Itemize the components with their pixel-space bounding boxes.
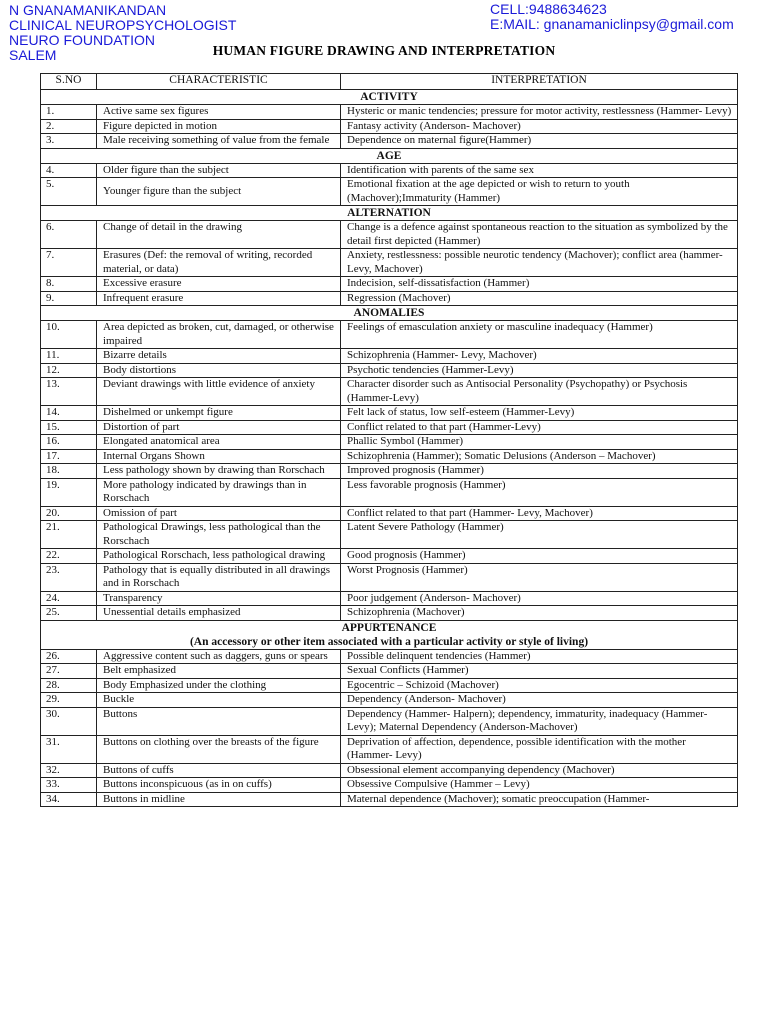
row-characteristic: Buckle — [97, 693, 341, 708]
table-row — [41, 478, 738, 506]
row-interpretation: Worst Prognosis (Hammer) — [341, 563, 738, 591]
table-body — [41, 90, 738, 807]
row-number: 15. — [41, 420, 97, 435]
row-number: 33. — [41, 778, 97, 793]
document-title: HUMAN FIGURE DRAWING AND INTERPRETATION — [212, 43, 556, 58]
row-number: 9. — [41, 291, 97, 306]
section-title-text: ANOMALIES — [353, 307, 425, 319]
table-row — [41, 664, 738, 679]
row-characteristic: Male receiving something of value from the female — [97, 134, 341, 149]
row-number: 23. — [41, 563, 97, 591]
table-row — [41, 178, 738, 206]
row-number: 32. — [41, 763, 97, 778]
row-characteristic: Less pathology shown by drawing than Rorschach — [97, 464, 341, 479]
table-header-row — [41, 74, 738, 90]
row-characteristic: Body distortions — [97, 363, 341, 378]
table-row — [41, 105, 738, 120]
row-number: 11. — [41, 349, 97, 364]
row-interpretation: Obsessional element accompanying dependency (Machover) — [341, 763, 738, 778]
row-characteristic: Omission of part — [97, 506, 341, 521]
table-row — [41, 449, 738, 464]
section-title-text: APPURTENANCE — [341, 621, 437, 634]
section-row — [41, 90, 738, 105]
section-title — [41, 148, 738, 163]
row-interpretation: Psychotic tendencies (Hammer-Levy) — [341, 363, 738, 378]
row-interpretation: Feelings of emasculation anxiety or masculine inadequacy (Hammer) — [341, 321, 738, 349]
table-row — [41, 693, 738, 708]
table-row — [41, 406, 738, 421]
row-characteristic: Elongated anatomical area — [97, 435, 341, 450]
row-interpretation: Poor judgement (Anderson- Machover) — [341, 591, 738, 606]
table-row — [41, 763, 738, 778]
row-interpretation: Improved prognosis (Hammer) — [341, 464, 738, 479]
row-interpretation: Schizophrenia (Hammer); Somatic Delusions (Anderson – Machover) — [341, 449, 738, 464]
row-interpretation: Dependency (Hammer- Halpern); dependency, immaturity, inadequacy (Hammer- Levy); Maternal Dependency (Anderson-Machover) — [341, 707, 738, 735]
row-interpretation: Dependency (Anderson- Machover) — [341, 693, 738, 708]
row-interpretation: Change is a defence against spontaneous reaction to the situation as symbolized by the detail first depicted (Hammer) — [341, 221, 738, 249]
table-row — [41, 506, 738, 521]
table-row — [41, 707, 738, 735]
row-number: 26. — [41, 649, 97, 664]
row-interpretation: Egocentric – Schizoid (Machover) — [341, 678, 738, 693]
row-interpretation: Conflict related to that part (Hammer-Levy) — [341, 420, 738, 435]
row-number: 24. — [41, 591, 97, 606]
table-row — [41, 606, 738, 621]
author-name: N GNANAMANIKANDAN — [9, 2, 167, 18]
table-row — [41, 349, 738, 364]
row-number: 14. — [41, 406, 97, 421]
row-interpretation: Hysteric or manic tendencies; pressure for motor activity, restlessness (Hammer- Levy) — [341, 105, 738, 120]
row-characteristic: Transparency — [97, 591, 341, 606]
row-characteristic: Active same sex figures — [97, 105, 341, 120]
section-row — [41, 148, 738, 163]
row-interpretation: Dependence on maternal figure(Hammer) — [341, 134, 738, 149]
row-characteristic: Aggressive content such as daggers, guns or spears — [97, 649, 341, 664]
header-characteristic: CHARACTERISTIC — [97, 74, 341, 90]
row-interpretation: Identification with parents of the same sex — [341, 163, 738, 178]
section-row — [41, 206, 738, 221]
row-characteristic: Buttons — [97, 707, 341, 735]
row-characteristic: Deviant drawings with little evidence of anxiety — [97, 378, 341, 406]
section-title-text: ALTERNATION — [347, 207, 431, 219]
interpretation-table-container — [40, 73, 737, 807]
section-row — [41, 306, 738, 321]
row-characteristic: Distortion of part — [97, 420, 341, 435]
row-characteristic: Buttons on clothing over the breasts of the figure — [97, 735, 341, 763]
section-subtitle: (An accessory or other item associated with a particular activity or style of living) — [189, 635, 589, 648]
row-number: 2. — [41, 119, 97, 134]
row-characteristic: Pathological Rorschach, less pathological drawing — [97, 549, 341, 564]
row-characteristic: Internal Organs Shown — [97, 449, 341, 464]
row-characteristic: Pathological Drawings, less pathological than the Rorschach — [97, 521, 341, 549]
section-title — [41, 90, 738, 105]
table-row — [41, 221, 738, 249]
row-characteristic: Pathology that is equally distributed in all drawings and in Rorschach — [97, 563, 341, 591]
row-characteristic: Figure depicted in motion — [97, 119, 341, 134]
table-row — [41, 249, 738, 277]
row-number: 17. — [41, 449, 97, 464]
row-number: 31. — [41, 735, 97, 763]
row-characteristic: Belt emphasized — [97, 664, 341, 679]
table-row — [41, 163, 738, 178]
row-number: 25. — [41, 606, 97, 621]
table-row — [41, 521, 738, 549]
table-row — [41, 363, 738, 378]
row-interpretation: Felt lack of status, low self-esteem (Hammer-Levy) — [341, 406, 738, 421]
row-interpretation: Emotional fixation at the age depicted or wish to return to youth (Machover);Immaturity (Hammer) — [341, 178, 738, 206]
row-interpretation: Sexual Conflicts (Hammer) — [341, 664, 738, 679]
row-number: 27. — [41, 664, 97, 679]
row-interpretation: Good prognosis (Hammer) — [341, 549, 738, 564]
row-interpretation: Phallic Symbol (Hammer) — [341, 435, 738, 450]
row-interpretation: Maternal dependence (Machover); somatic preoccupation (Hammer- — [341, 792, 738, 807]
table-row — [41, 277, 738, 292]
row-characteristic: Buttons in midline — [97, 792, 341, 807]
row-number: 5. — [41, 178, 97, 206]
row-characteristic: Change of detail in the drawing — [97, 221, 341, 249]
section-title — [41, 206, 738, 221]
table-row — [41, 420, 738, 435]
header-interpretation: INTERPRETATION — [341, 74, 738, 90]
row-characteristic: Excessive erasure — [97, 277, 341, 292]
table-row — [41, 119, 738, 134]
row-characteristic: Erasures (Def: the removal of writing, recorded material, or data) — [97, 249, 341, 277]
row-characteristic: Area depicted as broken, cut, damaged, or otherwise impaired — [97, 321, 341, 349]
interpretation-table — [40, 73, 738, 807]
table-row — [41, 792, 738, 807]
row-interpretation: Schizophrenia (Machover) — [341, 606, 738, 621]
row-number: 1. — [41, 105, 97, 120]
row-number: 3. — [41, 134, 97, 149]
row-number: 29. — [41, 693, 97, 708]
row-interpretation: Obsessive Compulsive (Hammer – Levy) — [341, 778, 738, 793]
row-interpretation: Regression (Machover) — [341, 291, 738, 306]
row-number: 21. — [41, 521, 97, 549]
row-characteristic: Buttons of cuffs — [97, 763, 341, 778]
table-row — [41, 678, 738, 693]
row-number: 34. — [41, 792, 97, 807]
table-row — [41, 291, 738, 306]
row-interpretation: Conflict related to that part (Hammer- Levy, Machover) — [341, 506, 738, 521]
contact-email: E:MAIL: gnanamaniclinpsy@gmail.com — [490, 16, 734, 32]
table-row — [41, 134, 738, 149]
author-city: SALEM — [9, 47, 57, 63]
row-interpretation: Deprivation of affection, dependence, possible identification with the mother (Hammer- Levy) — [341, 735, 738, 763]
table-row — [41, 321, 738, 349]
table-row — [41, 378, 738, 406]
row-number: 4. — [41, 163, 97, 178]
row-interpretation: Character disorder such as Antisocial Personality (Psychopathy) or Psychosis (Hammer-Levy) — [341, 378, 738, 406]
section-title — [41, 620, 738, 649]
row-characteristic: Buttons inconspicuous (as in on cuffs) — [97, 778, 341, 793]
row-interpretation: Possible delinquent tendencies (Hammer) — [341, 649, 738, 664]
table-row — [41, 549, 738, 564]
contact-block — [490, 2, 734, 32]
section-row — [41, 620, 738, 649]
header-sno: S.NO — [41, 74, 97, 90]
table-row — [41, 591, 738, 606]
table-row — [41, 735, 738, 763]
row-number: 6. — [41, 221, 97, 249]
row-characteristic: Younger figure than the subject — [97, 178, 341, 206]
section-title — [41, 306, 738, 321]
row-interpretation: Less favorable prognosis (Hammer) — [341, 478, 738, 506]
row-characteristic: Unessential details emphasized — [97, 606, 341, 621]
row-number: 12. — [41, 363, 97, 378]
table-row — [41, 649, 738, 664]
row-number: 8. — [41, 277, 97, 292]
section-title-text: ACTIVITY — [360, 91, 418, 103]
table-row — [41, 563, 738, 591]
row-interpretation: Anxiety, restlessness: possible neurotic tendency (Machover); conflict area (hammer- Levy, Machover) — [341, 249, 738, 277]
row-number: 19. — [41, 478, 97, 506]
row-interpretation: Indecision, self-dissatisfaction (Hammer) — [341, 277, 738, 292]
row-number: 10. — [41, 321, 97, 349]
row-characteristic: Dishelmed or unkempt figure — [97, 406, 341, 421]
section-title-text: AGE — [376, 149, 402, 162]
contact-phone: CELL:9488634623 — [490, 1, 607, 17]
row-characteristic: More pathology indicated by drawings than in Rorschach — [97, 478, 341, 506]
table-row — [41, 778, 738, 793]
row-number: 28. — [41, 678, 97, 693]
row-number: 20. — [41, 506, 97, 521]
table-row — [41, 435, 738, 450]
row-interpretation: Schizophrenia (Hammer- Levy, Machover) — [341, 349, 738, 364]
row-number: 16. — [41, 435, 97, 450]
row-characteristic: Bizarre details — [97, 349, 341, 364]
row-interpretation: Fantasy activity (Anderson- Machover) — [341, 119, 738, 134]
row-number: 18. — [41, 464, 97, 479]
row-number: 7. — [41, 249, 97, 277]
row-number: 30. — [41, 707, 97, 735]
row-number: 13. — [41, 378, 97, 406]
author-org: NEURO FOUNDATION — [9, 32, 155, 48]
row-characteristic: Older figure than the subject — [97, 163, 341, 178]
author-title: CLINICAL NEUROPSYCHOLOGIST — [9, 17, 237, 33]
row-characteristic: Body Emphasized under the clothing — [97, 678, 341, 693]
row-interpretation: Latent Severe Pathology (Hammer) — [341, 521, 738, 549]
row-characteristic: Infrequent erasure — [97, 291, 341, 306]
row-number: 22. — [41, 549, 97, 564]
table-row — [41, 464, 738, 479]
